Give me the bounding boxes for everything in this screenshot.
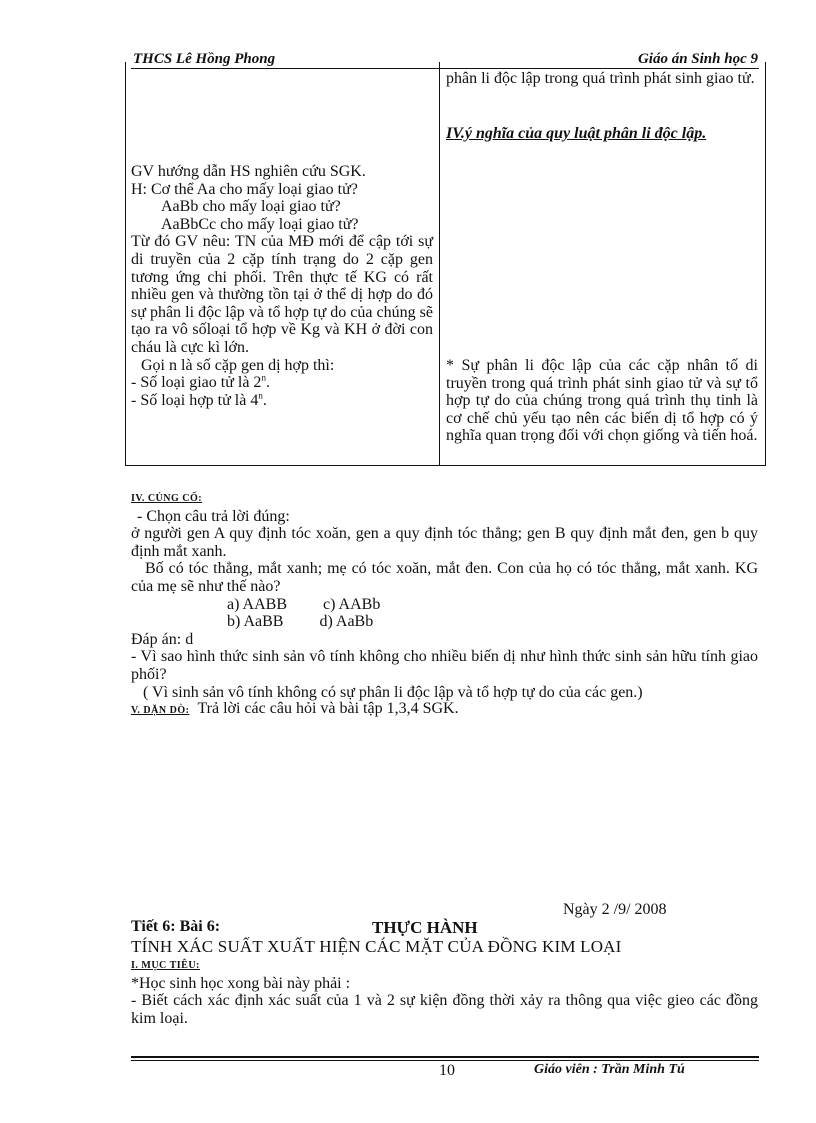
table-right-top-text: phân li độc lập trong quá trình phát sinh giao tử.: [446, 70, 755, 87]
footer-rule-thin: [131, 1060, 759, 1061]
objective-1: - Biết cách xác định xác suất của 1 và 2 sự kiện đồng thời xảy ra thông qua việc gieo các đồng kim loại.: [131, 992, 758, 1027]
question-line-aabbcc: AaBbCc cho mấy loại giao tử?: [161, 215, 359, 233]
lesson-date: Ngày 2 /9/ 2008: [563, 901, 667, 918]
zygote-formula-exponent: n: [258, 390, 263, 401]
table-right-conclusion: * Sự phân li độc lập của các cặp nhân tố di truyền trong quá trình phát sinh giao tử và sự tổ hợp tự do của chúng trong quá trình thụ tinh là cơ chế chủ yếu tạo nên các biến dị tổ hợp có ý nghĩa quan trọng đối với chọn giống và tiến hoá.: [446, 357, 758, 445]
header-rule: [131, 68, 759, 69]
header-school: THCS Lê Hồng Phong: [133, 51, 276, 67]
header-subject: Giáo án Sinh học 9: [637, 51, 758, 67]
footer-teacher: Giáo viên : Trần Minh Tú: [534, 1062, 685, 1077]
objectives-block: [131, 955, 758, 1027]
gamete-formula-exponent: n: [261, 372, 266, 383]
choices-row-2: [131, 613, 758, 631]
table-border-right: [765, 62, 766, 466]
consolidation-block: [131, 488, 758, 701]
gamete-formula: - Số loại giao tử là 2$^n$.: [131, 372, 270, 392]
zygote-formula-text: - Số loại hợp tử là 4: [131, 391, 259, 409]
choice-b: b) AaBB: [227, 613, 284, 631]
homework-text: Trả lời các câu hỏi và bài tập 1,3,4 SGK.: [197, 700, 459, 717]
answer-line: Đáp án: d: [131, 630, 194, 648]
consolidation-heading: IV. CỦNG CỐ:: [131, 493, 203, 504]
lesson-type: THỰC HÀNH: [372, 918, 478, 937]
objectives-intro: *Học sinh học xong bài này phải :: [131, 974, 351, 992]
choice-c: c) AABb: [323, 595, 381, 613]
consolidation-question-a: ở người gen A quy định tóc xoăn, gen a quy định tóc thẳng; gen B quy định mắt đen, gen b quy định mắt xanh.: [131, 525, 758, 560]
consolidation-instruction: - Chọn câu trả lời đúng:: [137, 507, 290, 525]
teacher-explanation: Từ đó GV nêu: TN của MĐ mới để cập tới sự di truyền của 2 cặp tính trạng do 2 cặp gen tương ứng chi phối. Trên thực tế KG có rất nhiều gen và thường tồn tại ở thể dị hợp do đó sự phân li độc lập và tổ hợp tự do của chúng sẽ tạo ra vô sốloại tổ hợp về Kg và KH ở đời con cháu là cực kì lớn.: [131, 233, 433, 356]
answer-2: ( Vì sinh sản vô tính không có sự phân li độc lập và tổ hợp tự do của các gen.): [143, 683, 643, 701]
choice-a: a) AABB: [227, 595, 287, 613]
question-line-aa: H: Cơ thể Aa cho mấy loại giao tử?: [131, 180, 358, 198]
lesson-number: Tiết 6: Bài 6:: [131, 918, 221, 935]
choice-d: d) AaBb: [319, 613, 374, 631]
homework-block: [131, 700, 758, 720]
lesson-title: TÍNH XÁC SUẤT XUẤT HIỆN CÁC MẶT CỦA ĐỒNG KIM LOẠI: [131, 937, 622, 956]
table-left-cell: [131, 163, 433, 409]
page-number: 10: [439, 1062, 455, 1079]
objectives-heading: I. MỤC TIÊU:: [131, 960, 200, 971]
homework-heading: V. DẶN DÒ:: [131, 705, 190, 716]
consolidation-question-b: Bố có tóc thẳng, mắt xanh; mẹ có tóc xoăn, mắt đen. Con của họ có tóc thẳng, mắt xanh. KG của mẹ sẽ như thế nào?: [131, 560, 758, 595]
section-title-significance: IV.ý nghĩa của quy luật phân li độc lập.: [446, 125, 707, 142]
footer-rule-thick: [131, 1056, 759, 1058]
question-line-aabb: AaBb cho mấy loại giao tử?: [161, 198, 341, 216]
question-2: - Vì sao hình thức sinh sản vô tính không cho nhiều biến dị như hình thức sinh sản hữu tính giao phối?: [131, 648, 758, 683]
table-border-middle: [439, 62, 440, 466]
formula-intro: Gọi n là số cặp gen dị hợp thì:: [141, 356, 335, 374]
table-border-left: [125, 62, 126, 466]
choices-row-1: [131, 596, 758, 614]
zygote-formula: - Số loại hợp tử là 4$^n$.: [131, 390, 267, 409]
teacher-guide-line: GV hướng dẫn HS nghiên cứu SGK.: [131, 163, 366, 180]
gamete-formula-text: - Số loại giao tử là 2: [131, 374, 262, 392]
table-border-bottom: [125, 465, 766, 466]
